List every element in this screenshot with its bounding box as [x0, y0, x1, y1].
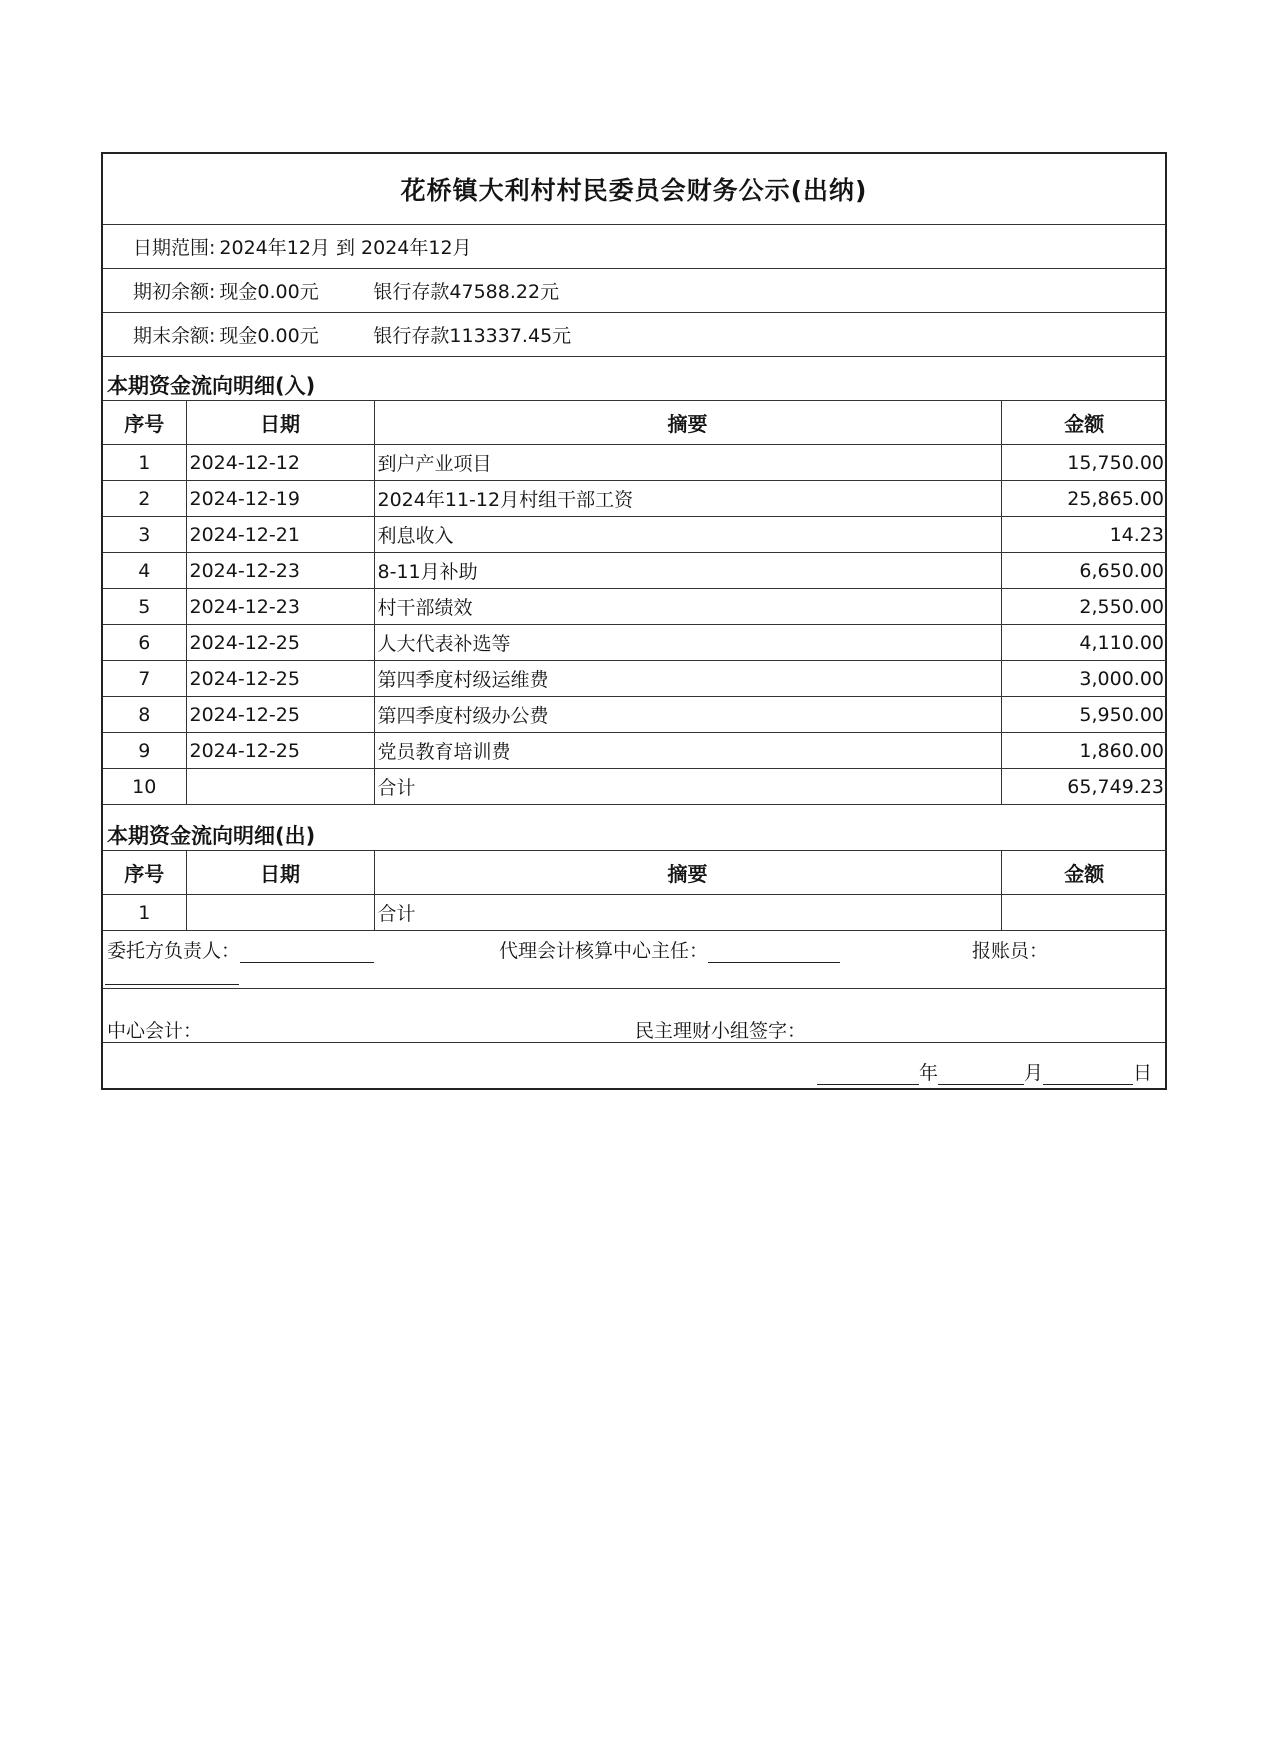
col-header-date: 日期	[186, 401, 374, 445]
center-accountant-label: 中心会计：	[107, 1020, 203, 1042]
divider	[103, 1042, 1165, 1043]
row-no: 1	[103, 895, 186, 931]
row-amount: 4,110.00	[1001, 625, 1167, 661]
row-amount: 14.23	[1001, 517, 1167, 553]
expense-section-heading: 本期资金流向明细(出)	[107, 824, 316, 848]
row-date: 2024-12-21	[186, 517, 374, 553]
democratic-group-signature	[635, 1016, 932, 1043]
center-director-label: 代理会计核算中心主任：	[499, 940, 709, 962]
day-line	[1043, 1062, 1133, 1085]
date-range-value: 2024年12月 到 2024年12月	[219, 236, 472, 259]
month-line	[938, 1062, 1024, 1085]
row-amount	[1001, 895, 1167, 931]
date-signature	[817, 1058, 1152, 1085]
row-amount: 15,750.00	[1001, 445, 1167, 481]
document-title: 花桥镇大利村村民委员会财务公示(出纳)	[400, 176, 868, 205]
row-summary: 8-11月补助	[374, 553, 1001, 589]
table-row	[103, 481, 1167, 517]
col-header-summary: 摘要	[374, 401, 1001, 445]
row-amount: 65,749.23	[1001, 769, 1167, 805]
row-date: 2024-12-19	[186, 481, 374, 517]
row-summary: 利息收入	[374, 517, 1001, 553]
col-header-no: 序号	[103, 851, 186, 895]
center-accountant-signature	[107, 1016, 336, 1043]
opening-cash: 现金0.00元	[219, 280, 319, 303]
democratic-group-label: 民主理财小组签字：	[635, 1020, 807, 1042]
row-amount: 6,650.00	[1001, 553, 1167, 589]
income-table	[103, 400, 1167, 805]
expense-table	[103, 850, 1167, 931]
col-header-amount: 金额	[1001, 851, 1167, 895]
closing-cash: 现金0.00元	[219, 324, 319, 347]
row-summary: 到户产业项目	[374, 445, 1001, 481]
income-header-row	[103, 401, 1167, 445]
closing-balance-row	[103, 312, 1165, 356]
year-line	[817, 1062, 919, 1085]
signature-line	[240, 962, 374, 963]
row-no: 7	[103, 661, 186, 697]
row-no: 8	[103, 697, 186, 733]
row-date	[186, 769, 374, 805]
row-summary: 人大代表补选等	[374, 625, 1001, 661]
col-header-amount: 金额	[1001, 401, 1167, 445]
row-date: 2024-12-25	[186, 733, 374, 769]
row-date: 2024-12-25	[186, 661, 374, 697]
row-amount: 2,550.00	[1001, 589, 1167, 625]
row-summary: 2024年11-12月村组干部工资	[374, 481, 1001, 517]
row-summary: 合计	[374, 769, 1001, 805]
table-row	[103, 553, 1167, 589]
year-label: 年	[919, 1062, 939, 1084]
table-row	[103, 517, 1167, 553]
expense-header-row	[103, 851, 1167, 895]
row-amount: 3,000.00	[1001, 661, 1167, 697]
day-label: 日	[1133, 1062, 1153, 1084]
row-date	[186, 895, 374, 931]
col-header-no: 序号	[103, 401, 186, 445]
table-row-total	[103, 895, 1167, 931]
signature-line	[708, 962, 840, 963]
row-summary: 党员教育培训费	[374, 733, 1001, 769]
table-row-total	[103, 769, 1167, 805]
opening-balance-row	[103, 268, 1165, 312]
row-no: 5	[103, 589, 186, 625]
row-summary: 村干部绩效	[374, 589, 1001, 625]
row-no: 9	[103, 733, 186, 769]
row-date: 2024-12-12	[186, 445, 374, 481]
table-row	[103, 697, 1167, 733]
row-summary: 合计	[374, 895, 1001, 931]
table-row	[103, 733, 1167, 769]
row-summary: 第四季度村级运维费	[374, 661, 1001, 697]
income-section-heading: 本期资金流向明细(入)	[107, 374, 316, 398]
table-row	[103, 625, 1167, 661]
principal-label: 委托方负责人：	[107, 940, 241, 962]
row-no: 6	[103, 625, 186, 661]
table-row	[103, 589, 1167, 625]
closing-balance-label: 期末余额:	[133, 324, 216, 347]
row-amount: 5,950.00	[1001, 697, 1167, 733]
row-date: 2024-12-25	[186, 625, 374, 661]
row-no: 3	[103, 517, 186, 553]
finance-disclosure-sheet	[101, 152, 1167, 1090]
month-label: 月	[1024, 1062, 1044, 1084]
row-no: 2	[103, 481, 186, 517]
row-amount: 25,865.00	[1001, 481, 1167, 517]
row-summary: 第四季度村级办公费	[374, 697, 1001, 733]
row-date: 2024-12-25	[186, 697, 374, 733]
row-date: 2024-12-23	[186, 553, 374, 589]
row-no: 4	[103, 553, 186, 589]
col-header-date: 日期	[186, 851, 374, 895]
table-row	[103, 661, 1167, 697]
opening-balance-label: 期初余额:	[133, 280, 216, 303]
reporter-signature	[972, 936, 1048, 963]
date-range-label: 日期范围:	[133, 236, 216, 259]
date-range-row	[103, 224, 1165, 268]
opening-bank: 银行存款47588.22元	[373, 280, 560, 303]
col-header-summary: 摘要	[374, 851, 1001, 895]
closing-bank: 银行存款113337.45元	[373, 324, 572, 347]
row-date: 2024-12-23	[186, 589, 374, 625]
table-row	[103, 445, 1167, 481]
divider	[103, 988, 1165, 989]
row-no: 1	[103, 445, 186, 481]
row-no: 10	[103, 769, 186, 805]
reporter-label: 报账员：	[972, 940, 1049, 962]
row-amount: 1,860.00	[1001, 733, 1167, 769]
center-director-signature	[499, 936, 840, 963]
signature-line-continued	[105, 958, 239, 985]
